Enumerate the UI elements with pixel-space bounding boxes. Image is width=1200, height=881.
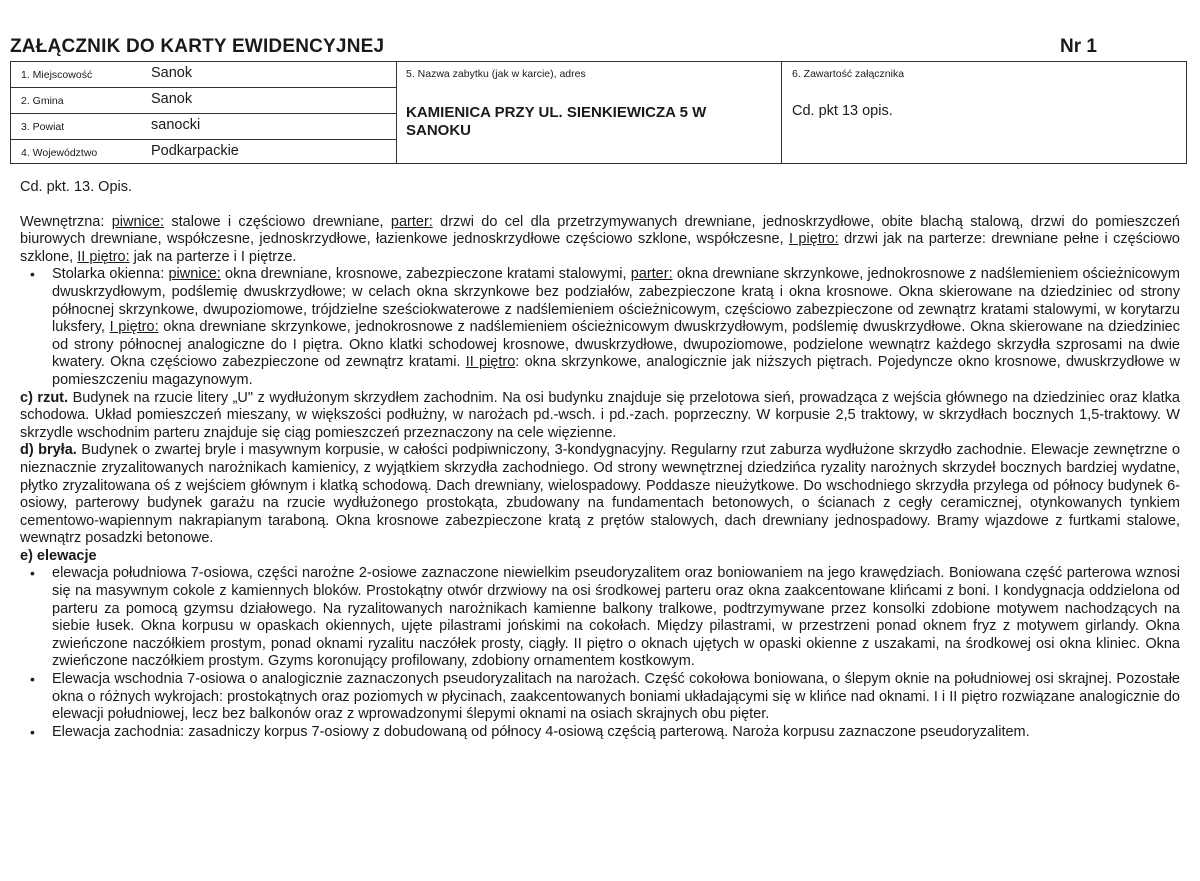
county-value: sanocki [151, 117, 201, 133]
bullet-glyph: • [30, 565, 35, 582]
text-run: Elewacja wschodnia 7-osiowa o analogicznie zaznaczonych pseudoryzalitach na narożach. Część cokołowa boniowana, o ślepym oknie na południowej osi skrajnej. Pozostałe okna o różnych wykrojach: prostokątnych oraz poziomych w płycinach, zaakcentowanych boniami układającymi się w klińce nad oknami. I i II piętro rozwiązane analogicznie do elewacji południowej, lecz bez balkonów oraz z wprowadzonymi ślepymi oknami na osiach skrajnych obu pięter. [52, 671, 1180, 723]
locality-value: Sanok [151, 65, 193, 81]
elevations-heading: e) elewacje [20, 547, 97, 564]
voivodeship-value: Podkarpackie [151, 143, 239, 159]
text-run: Stolarka okienna: [52, 266, 169, 283]
county-label: 3. Powiat [21, 121, 65, 133]
contents-label: 6. Zawartość załącznika [792, 68, 905, 80]
description-body [20, 179, 1180, 741]
locality-row [11, 62, 396, 88]
underlined-term: piwnice: [168, 266, 221, 283]
commune-value: Sanok [151, 91, 193, 107]
text-run: drzwi do cel dla przetrzymywanych drewniane, jednoskrzydłowe, obite blachą stalową, drzwi do pomieszczeń biurowych drewniane, współczesne, jednoskrzydłowe, łazienkowe jednoskrzydłowe częściowo szklone, współczesne, [20, 213, 1180, 248]
monument-name-value: KAMIENICA PRZY UL. SIENKIEWICZA 5 W SANOKU [406, 104, 707, 139]
west-elevation-item [20, 724, 1180, 742]
underlined-term: I piętro: [788, 231, 839, 248]
text-run: elewacja południowa 7-osiowa, części narożne 2-osiowe zaznaczone niewielkim pseudoryzalitem oraz boniowaniem na jego krawędziach. Boniowana część parterowa wznosi się na masywnym cokole z kamiennych bloków. Prostokątny otwór drzwiowy na osi środkowej parteru oraz okna zaakcentowane klińcami z boni. I kondygnacja oddzielona od parteru za pomocą gzymsu działowego. Na ryzalitowanych narożnikach kamienne balkony tralkowe, podtrzymywane przez konsolki zdobione motywem nachodzących na siebie łusek. Okna korpusu w opaskach okiennych, ujęte pilastrami jońskimi na cokołach. Między pilastrami, w przestrzeni ponad oknem fryz z motywem girlandy. Okna zwieńczone naczółkiem prostym, ponad oknami ryzalitu naczółek prosty, ciągły. II piętro o oknach ujętych w opaski okienne z uszakami, na środkowej osi okna kliniec. Okna zwieńczone naczółkiem prostym. Gzyms koronujący profilowany, zdobiony ornamentem kostkowym. [52, 565, 1180, 670]
underlined-term: II piętro [465, 354, 516, 371]
text-run: drzwi jak na parterze: drewniane pełne i częściowo szklone, [20, 231, 1180, 265]
voivodeship-row [11, 140, 396, 163]
continuation-note: Cd. pkt. 13. Opis. [20, 179, 133, 195]
bullet-glyph: • [30, 723, 35, 740]
text-run: stalowe i częściowo drewniane, [164, 213, 391, 230]
text-run: okna drewniane, krosnowe, zabezpieczone kratami stalowymi, [220, 266, 631, 283]
text-run: okna drewniane skrzynkowe, jednokrosnowe z nadślemieniem ościeżnicowym dwuskrzydłowym, podślemię dwuskrzydłowe. Okna skierowane na dziedziniec od strony północnej analogiczne do I piętra. Okno klatki schodowej krosnowe, dwuskrzydłowe, dwupoziomowe, podzielone wewnątrz każdego skrzydła szprosami na dwie kwatery. Okna częściowo zabezpieczone od zewnątrz kratami. [52, 319, 1180, 371]
window-joinery-item [20, 266, 1180, 389]
commune-row [11, 88, 396, 114]
document-title: ZAŁĄCZNIK DO KARTY EWIDENCYJNEJ [10, 36, 385, 57]
location-column [11, 62, 397, 163]
text-run: jak na parterze i I piętrze. [129, 248, 297, 265]
section-heading: d) bryła. [20, 442, 77, 459]
underlined-term: II piętro: [77, 248, 130, 265]
text-run: Elewacja zachodnia: zasadniczy korpus 7-osiowy z dobudowaną od północy 4-osiową częścią parterową. Naroża korpusu zaznaczone pseudoryzalitem. [52, 723, 1030, 740]
plan-paragraph [20, 390, 1180, 443]
voivodeship-label: 4. Województwo [21, 147, 98, 159]
text-run: Wewnętrzna: [20, 213, 112, 230]
massing-paragraph [20, 442, 1180, 548]
underlined-term: piwnice: [111, 213, 165, 230]
contents-value: Cd. pkt 13 opis. [792, 103, 893, 119]
county-row [11, 114, 396, 140]
registry-form-table [10, 61, 1187, 164]
text-run: : okna skrzynkowe, analogicznie jak niższych piętrach. Pojedyncze okno krosnowe, dwuskrzydłowe w pomieszczeniu magazynowym. [52, 354, 1180, 388]
south-elevation-item [20, 565, 1180, 671]
underlined-term: I piętro: [109, 319, 159, 336]
text-run: okna drewniane skrzynkowe, jednokrosnowe z nadślemieniem ościeżnicowym dwuskrzydłowym, podślemię dwuskrzydłowe; w celach okna skrzynkowe bez podziałów, zabezpieczone kratą i okna krosnowe. Okna skierowane na dziedziniec od strony północnej skrzynkowe, dwupoziomowe, trójdzielne sześciokwaterowe z nadślemieniem ościeżnicowym, częściowo zabezpieczone od zewnątrz kratami stalowymi, w korytarzu luksfery, [52, 266, 1180, 336]
monument-name-column [396, 62, 782, 163]
text-run: Budynek na rzucie litery „U" z wydłużonym skrzydłem zachodnim. Na osi budynku znajduje się przelotowa sień, prowadząca z wejścia głównego na dziedziniec oraz klatka schodowa. Układ pomieszczeń mieszany, w większości podłużny, w narożach pd.-wsch. i pd.-zach. poprzeczny. W korpusie 2,5 traktowy, w skrzydłach bocznych 1,5-traktowy. W skrzydle wschodnim parteru znajduje się ciąg pomieszczeń przeznaczony na cele więzienne. [20, 389, 1180, 441]
attachment-number: Nr 1 [1060, 36, 1097, 57]
bullet-glyph: • [30, 671, 35, 688]
commune-label: 2. Gmina [21, 95, 64, 107]
bullet-glyph: • [30, 266, 35, 283]
text-run: Budynek o zwartej bryle i masywnym korpusie, w całości podpiwniczony, 3-kondygnacyjny. Regularny rzut zaburza wydłużone skrzydło zachodnie. Elewacje zewnętrzne o nieznacznie zryzalitowanych narożnikach kamienicy, z wyjątkiem skrzydła zachodniego. Od strony wewnętrznej dziedzińca ryzality narożnych skrzydeł bocznych bardziej wydatne, płytko zryzalitowana oś z wejściem głównym i klatką schodową. Dach drewniany, wielospadowy. Poddasze nieużytkowe. Do wschodniego skrzydła przylega od północy budynek 6-osiowy, parterowy budynek garażu na rzucie wydłużonego prostokąta, zbudowany na fundamentach betonowych, o ścianach z cegły ceramicznej, otynkowanych tynkiem cementowo-wapiennym nakrapianym taraboną. Okna krosnowe zabezpieczone kratą z prętów stalowych, dach drewniany jednospadowy. Bramy wjazdowe z furtkami stalowe, wewnątrz posadzki betonowe. [20, 442, 1181, 547]
east-elevation-item [20, 671, 1180, 724]
monument-name-label: 5. Nazwa zabytku (jak w karcie), adres [406, 68, 586, 80]
underlined-term: parter: [630, 266, 673, 283]
underlined-term: parter: [390, 213, 433, 230]
section-heading: c) rzut. [20, 389, 69, 406]
contents-column [782, 62, 1186, 163]
interior-doors-paragraph [20, 214, 1180, 267]
locality-label: 1. Miejscowość [21, 69, 93, 81]
